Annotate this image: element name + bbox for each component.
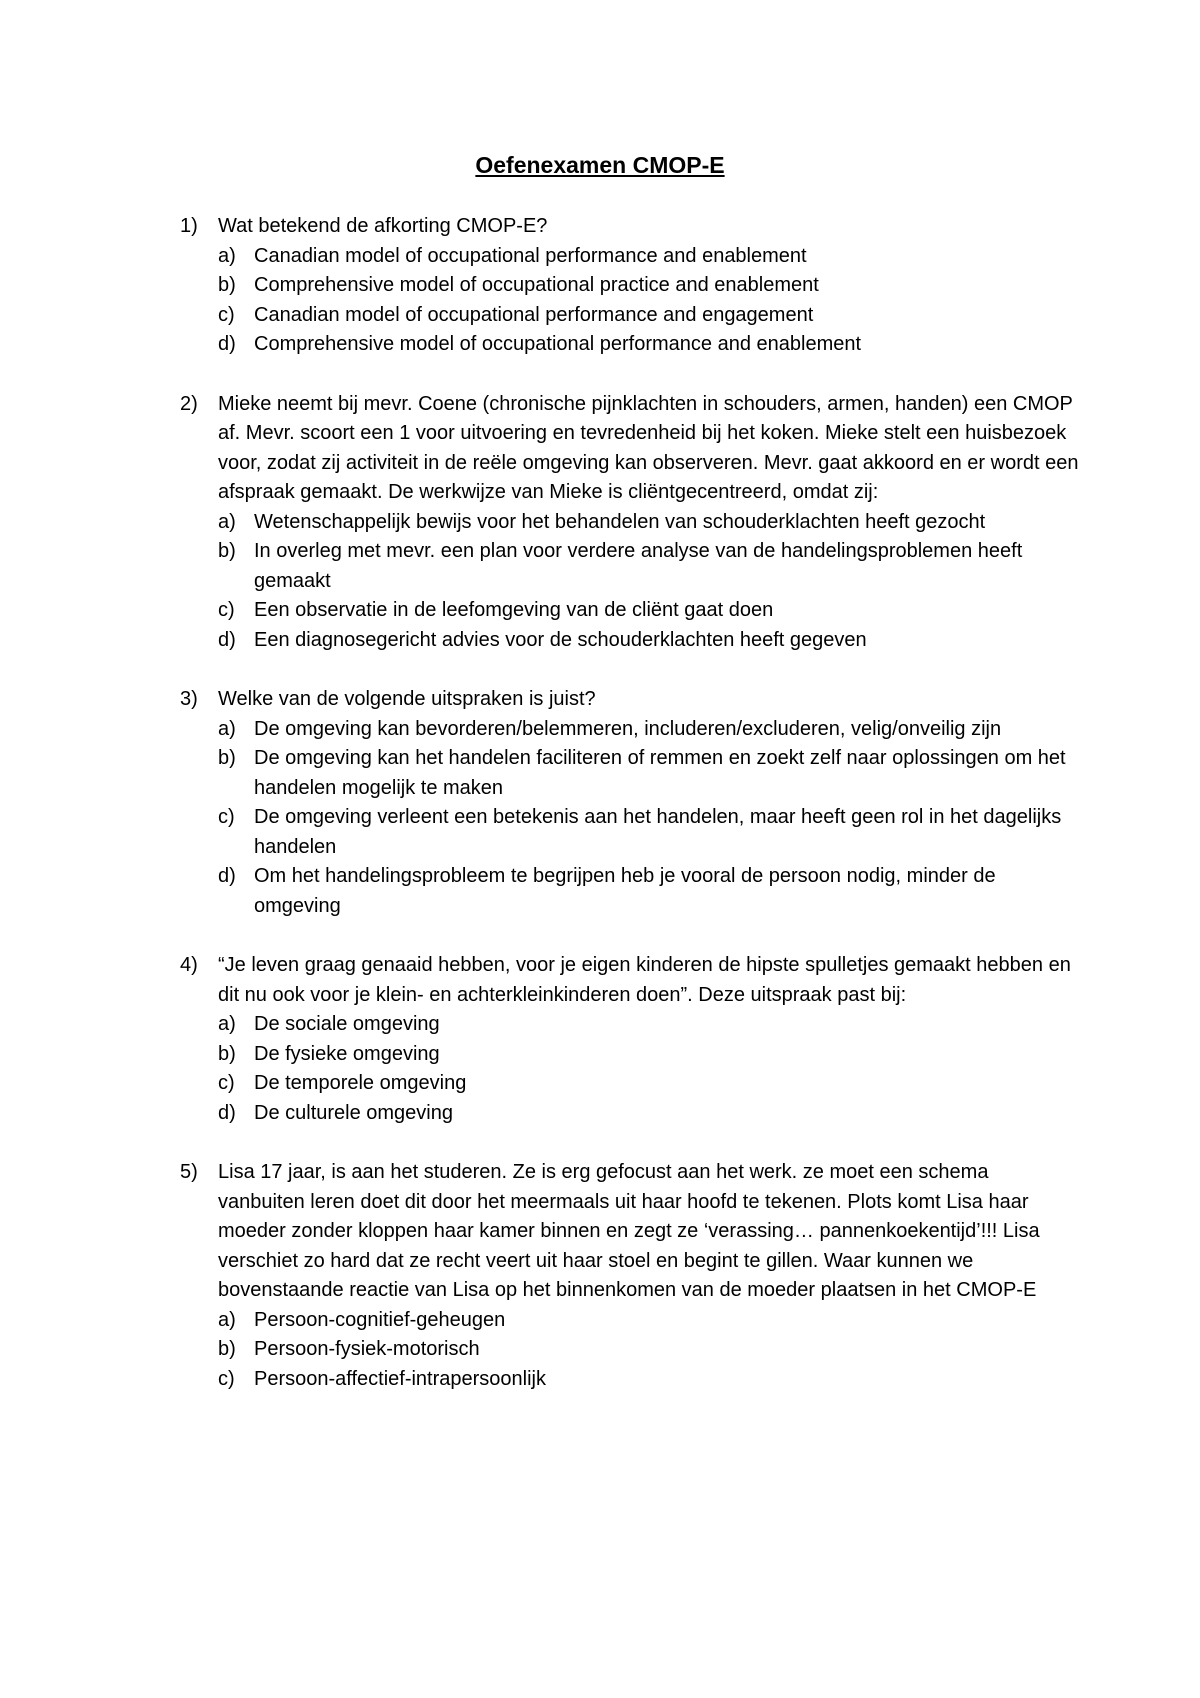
answer-option xyxy=(218,862,1080,921)
option-letter: b) xyxy=(218,1042,236,1065)
option-letter: a) xyxy=(218,1013,236,1035)
question-text: Welke van de volgende uitspraken is juist? xyxy=(218,688,596,710)
option-text: De omgeving verleent een betekenis aan het handelen, maar heeft geen rol in het dagelijks handelen xyxy=(254,806,1062,858)
option-text: De culturele omgeving xyxy=(254,1101,453,1124)
option-letter: b) xyxy=(218,747,236,769)
option-text: Een diagnosegericht advies voor de schouderklachten heeft gegeven xyxy=(254,628,867,651)
option-letter: d) xyxy=(218,1101,236,1124)
option-text: De sociale omgeving xyxy=(254,1013,440,1035)
option-letter: c) xyxy=(218,1367,235,1390)
option-letter: b) xyxy=(218,1338,236,1360)
option-letter: d) xyxy=(218,333,236,355)
answer-option xyxy=(218,271,1080,301)
option-text: Persoon-affectief-intrapersoonlijk xyxy=(254,1367,547,1390)
answer-option xyxy=(218,715,1080,745)
option-text: De temporele omgeving xyxy=(254,1072,467,1094)
question-1 xyxy=(180,212,1080,360)
option-letter: d) xyxy=(218,628,236,651)
answer-options xyxy=(218,715,1080,922)
answer-option xyxy=(218,1040,1080,1070)
answer-option xyxy=(218,626,1080,656)
option-text: Een observatie in de leefomgeving van de cliënt gaat doen xyxy=(254,599,774,621)
option-letter: c) xyxy=(218,806,235,828)
option-letter: c) xyxy=(218,599,235,621)
question-text: “Je leven graag genaaid hebben, voor je eigen kinderen de hipste spulletjes gemaakt hebben en dit nu ook voor je klein- en achterkleinkinderen doen”. Deze uitspraak past bij: xyxy=(218,954,1071,1006)
option-text: De fysieke omgeving xyxy=(254,1042,440,1065)
option-letter: d) xyxy=(218,865,236,887)
answer-option xyxy=(218,242,1080,272)
option-letter: c) xyxy=(218,303,235,326)
option-text: Comprehensive model of occupational practice and enablement xyxy=(254,274,819,296)
option-text: Comprehensive model of occupational performance and enablement xyxy=(254,333,862,355)
answer-option xyxy=(218,537,1080,596)
option-text: Wetenschappelijk bewijs voor het behandelen van schouderklachten heeft gezocht xyxy=(254,510,986,533)
answer-option xyxy=(218,596,1080,626)
answer-options xyxy=(218,1306,1080,1395)
option-letter: a) xyxy=(218,1308,236,1331)
question-list xyxy=(180,212,1080,1424)
page-title: Oefenexamen CMOP-E xyxy=(475,152,725,178)
question-5 xyxy=(180,1158,1080,1394)
answer-options xyxy=(218,1010,1080,1128)
question-text: Lisa 17 jaar, is aan het studeren. Ze is erg gefocust aan het werk. ze moet een schema vanbuiten leren doet dit door het meermaals uit haar hoofd te tekenen. Plots komt Lisa haar moeder zonder kloppen haar kamer binnen en zegt ze ‘verassing… pannenkoekentijd’!!! Lisa verschiet zo hard dat ze recht veert uit haar stoel en begint te gillen. Waar kunnen we bovenstaande reactie van Lisa op het binnenkomen van de moeder plaatsen in het CMOP-E xyxy=(218,1161,1040,1301)
question-number: 2) xyxy=(180,392,198,415)
option-letter: a) xyxy=(218,510,236,533)
question-3 xyxy=(180,685,1080,921)
answer-option xyxy=(218,1365,1080,1395)
option-text: In overleg met mevr. een plan voor verdere analyse van de handelingsproblemen heeft gemaakt xyxy=(254,540,1023,592)
option-letter: b) xyxy=(218,540,236,562)
option-text: Canadian model of occupational performance and enablement xyxy=(254,244,807,267)
answer-option xyxy=(218,508,1080,538)
question-number: 5) xyxy=(180,1161,198,1183)
question-number: 4) xyxy=(180,954,198,976)
answer-option xyxy=(218,330,1080,360)
option-text: Canadian model of occupational performance and engagement xyxy=(254,303,814,326)
option-letter: c) xyxy=(218,1072,235,1094)
answer-option xyxy=(218,1335,1080,1365)
option-letter: a) xyxy=(218,244,236,267)
answer-option xyxy=(218,744,1080,803)
option-text: De omgeving kan bevorderen/belemmeren, includeren/excluderen, velig/onveilig zijn xyxy=(254,717,1002,740)
option-letter: b) xyxy=(218,274,236,296)
option-letter: a) xyxy=(218,717,236,740)
question-number: 3) xyxy=(180,688,198,710)
question-text: Mieke neemt bij mevr. Coene (chronische pijnklachten in schouders, armen, handen) een CMOP af. Mevr. scoort een 1 voor uitvoering en tevredenheid bij het koken. Mieke stelt een huisbezoek voor, zodat zij activiteit in de reële omgeving kan observeren. Mevr. gaat akkoord en er wordt een afspraak gemaakt. De werkwijze van Mieke is cliëntgecentreerd, omdat zij: xyxy=(218,392,1079,503)
question-number: 1) xyxy=(180,215,198,237)
option-text: Persoon-fysiek-motorisch xyxy=(254,1338,480,1360)
answer-option xyxy=(218,1306,1080,1336)
answer-option xyxy=(218,301,1080,331)
option-text: Persoon-cognitief-geheugen xyxy=(254,1308,506,1331)
answer-option xyxy=(218,1069,1080,1099)
option-text: Om het handelingsprobleem te begrijpen heb je vooral de persoon nodig, minder de omgeving xyxy=(254,865,996,917)
answer-option xyxy=(218,1010,1080,1040)
answer-options xyxy=(218,508,1080,656)
question-2 xyxy=(180,390,1080,656)
answer-option xyxy=(218,803,1080,862)
option-text: De omgeving kan het handelen faciliteren of remmen en zoekt zelf naar oplossingen om het handelen mogelijk te maken xyxy=(254,747,1066,799)
answer-options xyxy=(218,242,1080,360)
answer-option xyxy=(218,1099,1080,1129)
question-text: Wat betekend de afkorting CMOP-E? xyxy=(218,215,548,237)
question-4 xyxy=(180,951,1080,1128)
